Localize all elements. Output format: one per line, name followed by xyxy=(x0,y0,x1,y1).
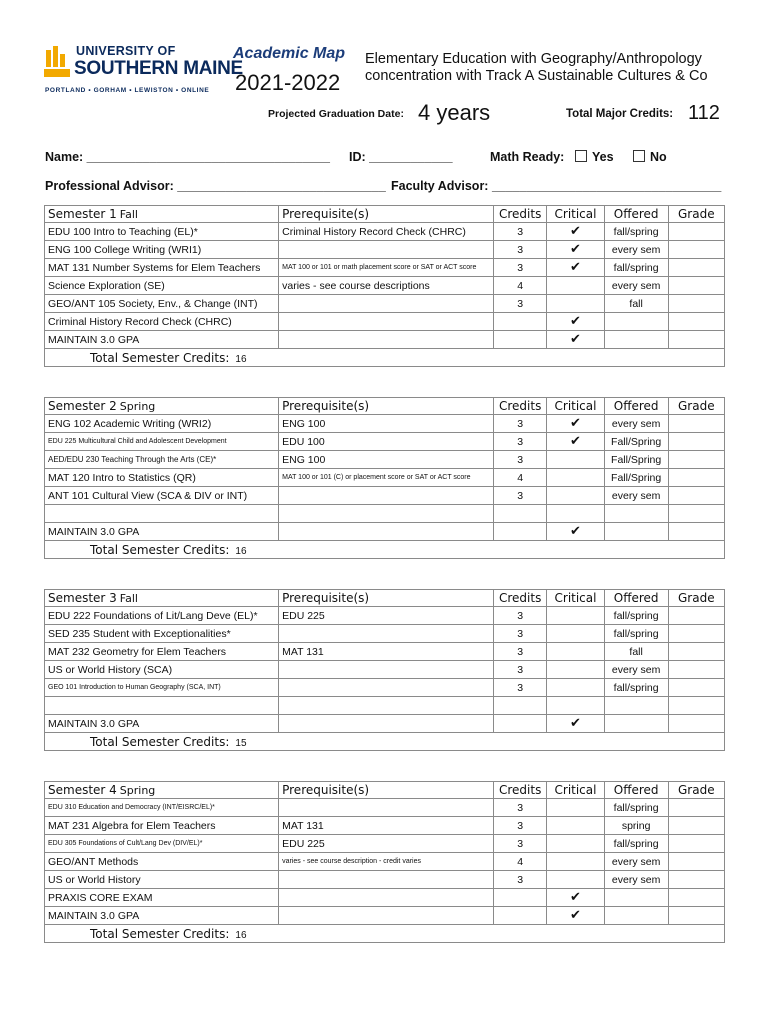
table-row xyxy=(45,799,725,817)
critical-cell xyxy=(547,607,604,625)
program-title xyxy=(365,51,765,85)
critical-cell: ✔ xyxy=(547,715,604,733)
prereq-cell: MAT 131 xyxy=(279,643,494,661)
critical-cell: ✔ xyxy=(547,241,604,259)
critical-cell xyxy=(547,295,604,313)
critical-cell: ✔ xyxy=(547,433,604,451)
semester-heading xyxy=(45,206,279,223)
critical-cell xyxy=(547,277,604,295)
offered-cell: every sem xyxy=(604,277,668,295)
id-field[interactable]: ID: ____________ xyxy=(349,150,453,164)
semester-term: Fall xyxy=(119,208,138,221)
table-row xyxy=(45,889,725,907)
critical-cell: ✔ xyxy=(547,907,604,925)
offered-cell xyxy=(604,505,668,523)
col-grade: Grade xyxy=(668,398,724,415)
total-row xyxy=(45,925,725,943)
grade-cell[interactable] xyxy=(668,259,724,277)
projected-graduation-label: Projected Graduation Date: xyxy=(268,108,404,120)
course-cell: US or World History xyxy=(45,871,279,889)
table-row xyxy=(45,487,725,505)
prereq-cell xyxy=(279,241,494,259)
grade-cell[interactable] xyxy=(668,625,724,643)
course-cell: MAT 231 Algebra for Elem Teachers xyxy=(45,817,279,835)
course-cell: MAINTAIN 3.0 GPA xyxy=(45,331,279,349)
credits-cell: 4 xyxy=(494,469,547,487)
prereq-cell xyxy=(279,661,494,679)
table-row xyxy=(45,223,725,241)
math-ready-label: Math Ready: xyxy=(490,150,565,164)
total-row xyxy=(45,349,725,367)
no-label: No xyxy=(650,150,667,164)
table-row xyxy=(45,817,725,835)
table-row xyxy=(45,871,725,889)
credits-cell: 3 xyxy=(494,799,547,817)
prereq-cell xyxy=(279,313,494,331)
semester-heading xyxy=(45,590,279,607)
total-semester-credits-label: Total Semester Credits: xyxy=(90,926,230,941)
grade-cell[interactable] xyxy=(668,331,724,349)
table-row xyxy=(45,433,725,451)
semester-name: Semester 1 xyxy=(48,207,117,221)
critical-cell xyxy=(547,469,604,487)
credits-cell xyxy=(494,523,547,541)
offered-cell: every sem xyxy=(604,853,668,871)
offered-cell xyxy=(604,907,668,925)
credits-cell: 3 xyxy=(494,817,547,835)
grade-cell[interactable] xyxy=(668,853,724,871)
offered-cell: fall/spring xyxy=(604,259,668,277)
credits-cell xyxy=(494,907,547,925)
math-ready-no[interactable] xyxy=(633,150,667,164)
offered-cell: Fall/Spring xyxy=(604,451,668,469)
table-row xyxy=(45,415,725,433)
course-cell: MAINTAIN 3.0 GPA xyxy=(45,907,279,925)
prereq-cell xyxy=(279,523,494,541)
credits-cell: 3 xyxy=(494,679,547,697)
offered-cell xyxy=(604,523,668,541)
grade-cell[interactable] xyxy=(668,907,724,925)
course-cell xyxy=(45,505,279,523)
prereq-cell: ENG 100 xyxy=(279,415,494,433)
academic-year: 2021-2022 xyxy=(235,70,341,95)
offered-cell: fall/spring xyxy=(604,607,668,625)
offered-cell xyxy=(604,313,668,331)
grade-cell[interactable] xyxy=(668,277,724,295)
course-cell: EDU 100 Intro to Teaching (EL)* xyxy=(45,223,279,241)
col-offered: Offered xyxy=(604,590,668,607)
col-offered: Offered xyxy=(604,782,668,799)
credits-cell: 3 xyxy=(494,487,547,505)
critical-cell: ✔ xyxy=(547,889,604,907)
course-cell: MAT 232 Geometry for Elem Teachers xyxy=(45,643,279,661)
col-critical: Critical xyxy=(547,590,604,607)
offered-cell: Fall/Spring xyxy=(604,433,668,451)
grade-cell[interactable] xyxy=(668,313,724,331)
offered-cell: every sem xyxy=(604,661,668,679)
critical-cell: ✔ xyxy=(547,223,604,241)
table-row xyxy=(45,679,725,697)
course-cell xyxy=(45,697,279,715)
grade-cell[interactable] xyxy=(668,241,724,259)
table-row xyxy=(45,277,725,295)
total-major-credits-value: 112 xyxy=(688,102,720,124)
no-checkbox[interactable] xyxy=(633,150,645,162)
prereq-cell: MAT 100 or 101 or math placement score or SAT or ACT score xyxy=(279,259,494,277)
program-line-1: Elementary Education with Geography/Anthropology xyxy=(365,51,702,67)
col-offered: Offered xyxy=(604,398,668,415)
table-row xyxy=(45,331,725,349)
prereq-cell xyxy=(279,871,494,889)
credits-cell: 3 xyxy=(494,415,547,433)
prereq-cell xyxy=(279,907,494,925)
offered-cell: every sem xyxy=(604,415,668,433)
yes-label: Yes xyxy=(592,150,614,164)
critical-cell xyxy=(547,505,604,523)
semester-name: Semester 4 xyxy=(48,783,117,797)
offered-cell xyxy=(604,697,668,715)
grade-cell[interactable] xyxy=(668,487,724,505)
course-cell: GEO/ANT 105 Society, Env., & Change (INT) xyxy=(45,295,279,313)
col-prereq: Prerequisite(s) xyxy=(279,206,494,223)
credits-cell xyxy=(494,697,547,715)
prereq-cell: EDU 225 xyxy=(279,835,494,853)
course-cell: MAINTAIN 3.0 GPA xyxy=(45,523,279,541)
semester-table xyxy=(44,781,725,943)
course-cell: Science Exploration (SE) xyxy=(45,277,279,295)
header-row xyxy=(45,206,725,223)
critical-cell: ✔ xyxy=(547,523,604,541)
offered-cell: every sem xyxy=(604,871,668,889)
course-cell: US or World History (SCA) xyxy=(45,661,279,679)
grade-cell[interactable] xyxy=(668,661,724,679)
grade-cell[interactable] xyxy=(668,697,724,715)
credits-cell xyxy=(494,331,547,349)
prereq-cell: EDU 225 xyxy=(279,607,494,625)
prereq-cell xyxy=(279,799,494,817)
col-critical: Critical xyxy=(547,782,604,799)
academic-map-title: Academic Map xyxy=(233,45,346,62)
critical-cell: ✔ xyxy=(547,331,604,349)
critical-cell xyxy=(547,835,604,853)
header-row xyxy=(45,590,725,607)
semester-heading xyxy=(45,782,279,799)
table-row xyxy=(45,295,725,313)
course-cell: ENG 102 Academic Writing (WRI2) xyxy=(45,415,279,433)
semester-2-table xyxy=(44,397,725,559)
credits-cell: 3 xyxy=(494,241,547,259)
critical-cell xyxy=(547,817,604,835)
grade-cell[interactable] xyxy=(668,643,724,661)
name-field[interactable]: Name: ___________________________________ xyxy=(45,150,330,164)
table-row xyxy=(45,241,725,259)
col-credits: Credits xyxy=(494,590,547,607)
prereq-cell xyxy=(279,679,494,697)
grade-cell[interactable] xyxy=(668,505,724,523)
offered-cell: fall xyxy=(604,643,668,661)
col-prereq: Prerequisite(s) xyxy=(279,590,494,607)
total-semester-credits-value: 16 xyxy=(235,929,247,941)
credits-cell xyxy=(494,889,547,907)
col-credits: Credits xyxy=(494,206,547,223)
course-cell: SED 235 Student with Exceptionalities* xyxy=(45,625,279,643)
total-major-credits-label: Total Major Credits: xyxy=(566,108,674,120)
offered-cell xyxy=(604,715,668,733)
prereq-cell xyxy=(279,331,494,349)
offered-cell: spring xyxy=(604,817,668,835)
course-cell: PRAXIS CORE EXAM xyxy=(45,889,279,907)
credits-cell: 3 xyxy=(494,223,547,241)
semester-table xyxy=(44,205,725,367)
grade-cell[interactable] xyxy=(668,415,724,433)
credits-cell: 3 xyxy=(494,835,547,853)
credits-cell: 3 xyxy=(494,433,547,451)
course-cell: EDU 225 Multicultural Child and Adolescent Development xyxy=(45,433,279,451)
offered-cell: Fall/Spring xyxy=(604,469,668,487)
grade-cell[interactable] xyxy=(668,223,724,241)
grade-cell[interactable] xyxy=(668,817,724,835)
prereq-cell xyxy=(279,625,494,643)
grade-cell[interactable] xyxy=(668,835,724,853)
course-cell: MAT 131 Number Systems for Elem Teachers xyxy=(45,259,279,277)
semester-name: Semester 2 xyxy=(48,399,117,413)
col-prereq: Prerequisite(s) xyxy=(279,782,494,799)
grade-cell[interactable] xyxy=(668,295,724,313)
col-prereq: Prerequisite(s) xyxy=(279,398,494,415)
total-semester-credits-label: Total Semester Credits: xyxy=(90,542,230,557)
offered-cell xyxy=(604,889,668,907)
prereq-cell xyxy=(279,889,494,907)
prereq-cell xyxy=(279,487,494,505)
offered-cell: fall/spring xyxy=(604,679,668,697)
critical-cell xyxy=(547,487,604,505)
semester-term: Spring xyxy=(119,400,156,413)
prereq-cell: MAT 131 xyxy=(279,817,494,835)
critical-cell xyxy=(547,697,604,715)
prereq-cell: Criminal History Record Check (CHRC) xyxy=(279,223,494,241)
math-ready-yes[interactable] xyxy=(575,150,614,164)
table-row xyxy=(45,661,725,679)
table-row xyxy=(45,715,725,733)
offered-cell: fall/spring xyxy=(604,625,668,643)
credits-cell xyxy=(494,313,547,331)
table-row xyxy=(45,523,725,541)
course-cell: EDU 310 Education and Democracy (INT/EISRC/EL)* xyxy=(45,799,279,817)
total-semester-credits-value: 16 xyxy=(235,353,247,365)
col-credits: Credits xyxy=(494,782,547,799)
program-line-2: concentration with Track A Sustainable Cultures & Co xyxy=(365,68,708,84)
course-cell: EDU 305 Foundations of Cult/Lang Dev (DIV/EL)* xyxy=(45,835,279,853)
credits-cell: 3 xyxy=(494,451,547,469)
header-row xyxy=(45,782,725,799)
semester-table xyxy=(44,589,725,751)
course-cell: MAT 120 Intro to Statistics (QR) xyxy=(45,469,279,487)
semester-4-table xyxy=(44,781,725,943)
semester-1-table xyxy=(44,205,725,367)
course-cell: AED/EDU 230 Teaching Through the Arts (CE)* xyxy=(45,451,279,469)
grade-cell[interactable] xyxy=(668,799,724,817)
critical-cell xyxy=(547,799,604,817)
table-row xyxy=(45,451,725,469)
course-cell: GEO 101 Introduction to Human Geography (SCA, INT) xyxy=(45,679,279,697)
usm-logo-icon xyxy=(44,46,70,78)
table-row xyxy=(45,505,725,523)
prereq-cell xyxy=(279,295,494,313)
critical-cell: ✔ xyxy=(547,259,604,277)
credits-cell: 3 xyxy=(494,661,547,679)
table-row xyxy=(45,853,725,871)
projected-graduation-value[interactable]: 4 years xyxy=(418,100,491,125)
course-cell: EDU 222 Foundations of Lit/Lang Deve (EL)* xyxy=(45,607,279,625)
table-row xyxy=(45,697,725,715)
credits-cell: 4 xyxy=(494,277,547,295)
col-critical: Critical xyxy=(547,398,604,415)
prereq-cell xyxy=(279,505,494,523)
table-row xyxy=(45,259,725,277)
total-semester-credits-value: 15 xyxy=(235,737,247,749)
credits-cell: 3 xyxy=(494,607,547,625)
table-row xyxy=(45,625,725,643)
grade-cell[interactable] xyxy=(668,871,724,889)
prereq-cell: varies - see course descriptions xyxy=(279,277,494,295)
prereq-cell: varies - see course description - credit varies xyxy=(279,853,494,871)
table-row xyxy=(45,313,725,331)
critical-cell xyxy=(547,625,604,643)
semester-table xyxy=(44,397,725,559)
credits-cell: 4 xyxy=(494,853,547,871)
header-row xyxy=(45,398,725,415)
offered-cell: every sem xyxy=(604,487,668,505)
critical-cell: ✔ xyxy=(547,313,604,331)
offered-cell: every sem xyxy=(604,241,668,259)
prereq-cell xyxy=(279,715,494,733)
course-cell: MAINTAIN 3.0 GPA xyxy=(45,715,279,733)
grade-cell[interactable] xyxy=(668,715,724,733)
col-credits: Credits xyxy=(494,398,547,415)
table-row xyxy=(45,607,725,625)
col-grade: Grade xyxy=(668,206,724,223)
semester-heading xyxy=(45,398,279,415)
grade-cell[interactable] xyxy=(668,679,724,697)
course-cell: ANT 101 Cultural View (SCA & DIV or INT) xyxy=(45,487,279,505)
table-row xyxy=(45,835,725,853)
course-cell: Criminal History Record Check (CHRC) xyxy=(45,313,279,331)
semester-term: Spring xyxy=(119,784,156,797)
grade-cell[interactable] xyxy=(668,889,724,907)
col-grade: Grade xyxy=(668,590,724,607)
grade-cell[interactable] xyxy=(668,451,724,469)
critical-cell xyxy=(547,451,604,469)
col-grade: Grade xyxy=(668,782,724,799)
faculty-advisor-field[interactable]: Faculty Advisor: _________________________________ xyxy=(391,179,722,193)
offered-cell: fall/spring xyxy=(604,835,668,853)
semester-name: Semester 3 xyxy=(48,591,117,605)
yes-checkbox[interactable] xyxy=(575,150,587,162)
critical-cell xyxy=(547,871,604,889)
critical-cell xyxy=(547,661,604,679)
credits-cell: 3 xyxy=(494,625,547,643)
critical-cell xyxy=(547,679,604,697)
offered-cell xyxy=(604,331,668,349)
grade-cell[interactable] xyxy=(668,523,724,541)
col-critical: Critical xyxy=(547,206,604,223)
offered-cell: fall/spring xyxy=(604,799,668,817)
total-semester-credits-value: 16 xyxy=(235,545,247,557)
table-row xyxy=(45,907,725,925)
offered-cell: fall/spring xyxy=(604,223,668,241)
course-cell: ENG 100 College Writing (WRI1) xyxy=(45,241,279,259)
total-semester-credits-label: Total Semester Credits: xyxy=(90,734,230,749)
critical-cell: ✔ xyxy=(547,415,604,433)
prereq-cell: EDU 100 xyxy=(279,433,494,451)
logo-southern-maine: SOUTHERN MAINE xyxy=(74,58,243,79)
grade-cell[interactable] xyxy=(668,607,724,625)
logo-university-of: UNIVERSITY OF xyxy=(76,44,176,58)
credits-cell xyxy=(494,505,547,523)
table-row xyxy=(45,469,725,487)
grade-cell[interactable] xyxy=(668,433,724,451)
col-offered: Offered xyxy=(604,206,668,223)
credits-cell: 3 xyxy=(494,871,547,889)
semester-3-table xyxy=(44,589,725,751)
professional-advisor-field[interactable]: Professional Advisor: ______________________________ xyxy=(45,179,386,193)
logo-campuses: PORTLAND • GORHAM • LEWISTON • ONLINE xyxy=(45,87,210,94)
credits-cell: 3 xyxy=(494,643,547,661)
prereq-cell: MAT 100 or 101 (C) or placement score or SAT or ACT score xyxy=(279,469,494,487)
critical-cell xyxy=(547,643,604,661)
course-cell: GEO/ANT Methods xyxy=(45,853,279,871)
total-semester-credits-label: Total Semester Credits: xyxy=(90,350,230,365)
credits-cell xyxy=(494,715,547,733)
semester-term: Fall xyxy=(119,592,138,605)
total-row xyxy=(45,541,725,559)
total-row xyxy=(45,733,725,751)
prereq-cell xyxy=(279,697,494,715)
grade-cell[interactable] xyxy=(668,469,724,487)
table-row xyxy=(45,643,725,661)
critical-cell xyxy=(547,853,604,871)
prereq-cell: ENG 100 xyxy=(279,451,494,469)
offered-cell: fall xyxy=(604,295,668,313)
credits-cell: 3 xyxy=(494,259,547,277)
credits-cell: 3 xyxy=(494,295,547,313)
